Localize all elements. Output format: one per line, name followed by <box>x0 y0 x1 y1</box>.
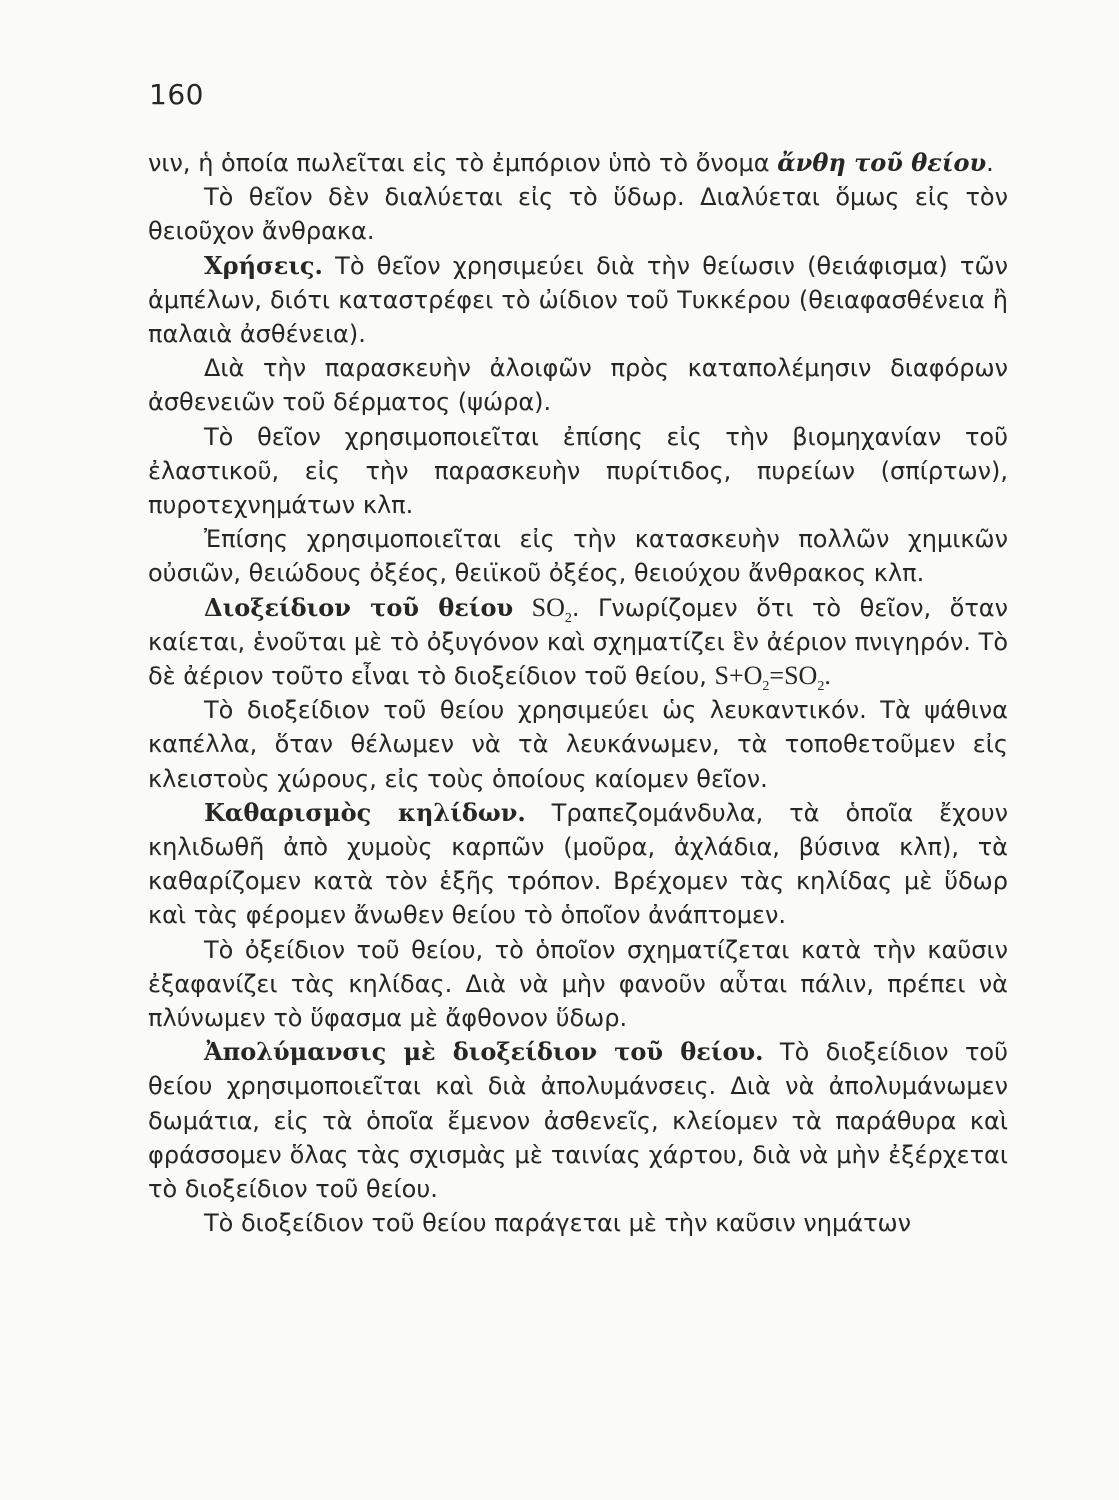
paragraph-bleaching <box>148 693 1008 796</box>
paragraph-oxide-effect <box>148 933 1008 1036</box>
chemical-equation: $S+O_2=SO_2$. <box>714 661 831 695</box>
paragraph-stain-removal <box>148 796 1008 933</box>
paragraph-text: Τραπεζομάνδυλα, τὰ ὁποῖα ἔχουν κηλιδωθῆ ἀπὸ χυμοὺς καρπῶν (μοῦρα, ἀχλάδια, βύσινα κλπ), τὰ καθαρίζομεν κατὰ τὸν ἑξῆς τρόπον. Βρέχομεν τὰς κηλίδας μὲ ὕδωρ καὶ τὰς φέρομεν ἄνωθεν θείου τὸ ὁποῖον ἀνάπτομεν. <box>148 798 1008 930</box>
paragraph-text: Τὸ διοξείδιον τοῦ θείου παράγεται μὲ τὴν καῦσιν νημάτων <box>204 1209 912 1238</box>
section-heading-sulfur-dioxide: Διοξείδιον τοῦ θείου <box>204 592 514 622</box>
paragraph-text: . Γνωρίζομεν ὅτι τὸ θεῖον, ὅταν καίεται, ἑνοῦται μὲ τὸ ὀξυγόνον καὶ σχηματίζει ἓν ἀέριον πνιγηρόν. Τὸ δὲ ἀέριον τοῦτο εἶναι τὸ διοξείδιον τοῦ θείου, <box>148 593 1008 691</box>
paragraph-chemicals <box>148 522 1008 590</box>
paragraph-text: Τὸ θεῖον χρησιμοποιεῖται ἐπίσης εἰς τὴν βιομηχανίαν τοῦ ἐλαστικοῦ, εἰς τὴν παρασκευὴν πυρίτιδος, πυρείων (σπίρτων), πυροτεχνημάτων κλπ. <box>148 422 1008 520</box>
emphasized-term: ἄνθη τοῦ θείου <box>777 148 987 177</box>
section-heading-uses: Χρήσεις. <box>204 250 323 280</box>
paragraph-text: Τὸ θεῖον δὲν διαλύεται εἰς τὸ ὕδωρ. Διαλύεται ὅμως εἰς τὸν θειοῦχον ἄνθρακα. <box>148 183 1008 246</box>
section-heading-stain-removal: Καθαρισμὸς κηλίδων. <box>204 797 526 827</box>
paragraph-text: Τὸ διοξείδιον τοῦ θείου χρησιμεύει ὡς λευκαντικόν. Τὰ ψάθινα καπέλλα, ὅταν θέλωμεν νὰ τὰ λευκάνωμεν, τὰ τοποθετοῦμεν εἰς κλειστοὺς χώρους, εἰς τοὺς ὁποίους καίομεν θεῖον. <box>148 696 1008 793</box>
paragraph-text: Τὸ θεῖον χρησιμεύει διὰ τὴν θείωσιν (θειάφισμα) τῶν ἀμπέλων, διότι καταστρέφει τὸ ὠίδιον τοῦ Τυκκέρου (θειαφασθένεια ἢ παλαιὰ ἀσθένεια). <box>148 251 1008 349</box>
paragraph-ointments <box>148 351 1008 419</box>
paragraph-continuation <box>148 146 1008 180</box>
paragraph-text: . <box>986 149 994 177</box>
paragraph-sulfur-dioxide <box>148 591 1008 694</box>
page-number: 160 <box>149 78 204 111</box>
paragraph-text: Ἐπίσης χρησιμοποιεῖται εἰς τὴν κατασκευὴν πολλῶν χημικῶν οὐσιῶν, θειώδους ὀξέος, θειϊκοῦ ὀξέος, θειούχου ἄνθρακος κλπ. <box>148 525 1008 588</box>
paragraph-solubility <box>148 180 1008 248</box>
paragraph-text: Τὸ ὀξείδιον τοῦ θείου, τὸ ὁποῖον σχηματίζεται κατὰ τὴν καῦσιν ἐξαφανίζει τὰς κηλίδας. Διὰ νὰ μὴν φανοῦν αὗται πάλιν, πρέπει νὰ πλύνωμεν τὸ ὕφασμα μὲ ἄφθονον ὕδωρ. <box>148 935 1008 1033</box>
chemical-formula: $SO_2$ <box>531 592 572 626</box>
paragraph-uses <box>148 249 1008 352</box>
paragraph-text: νιν, ἡ ὁποία πωλεῖται εἰς τὸ ἐμπόριον ὑπὸ τὸ ὄνομα <box>148 149 778 177</box>
paragraph-text: Τὸ διοξείδιον τοῦ θείου χρησιμοποιεῖται καὶ διὰ ἀπολυμάνσεις. Διὰ νὰ ἀπολυμάνωμεν δωμάτια, εἰς τὰ ὁποῖα ἔμενον ἀσθενεῖς, κλείομεν τὰ παράθυρα καὶ φράσσομεν ὅλας τὰς σχισμὰς μὲ ταινίας χάρτου, διὰ νὰ μὴν ἐξέρχεται τὸ διοξείδιον τοῦ θείου. <box>148 1038 1009 1204</box>
section-heading-disinfection: Ἀπολύμανσις μὲ διοξείδιον τοῦ θείου. <box>204 1037 764 1067</box>
paragraph-industry <box>148 420 1008 523</box>
paragraph-text: Διὰ τὴν παρασκευὴν ἀλοιφῶν πρὸς καταπολέμησιν διαφόρων ἀσθενειῶν τοῦ δέρματος (ψώρα). <box>148 354 1008 417</box>
page-body <box>148 146 1008 1241</box>
paragraph-disinfection <box>148 1035 1008 1206</box>
paragraph-production <box>148 1206 1008 1240</box>
